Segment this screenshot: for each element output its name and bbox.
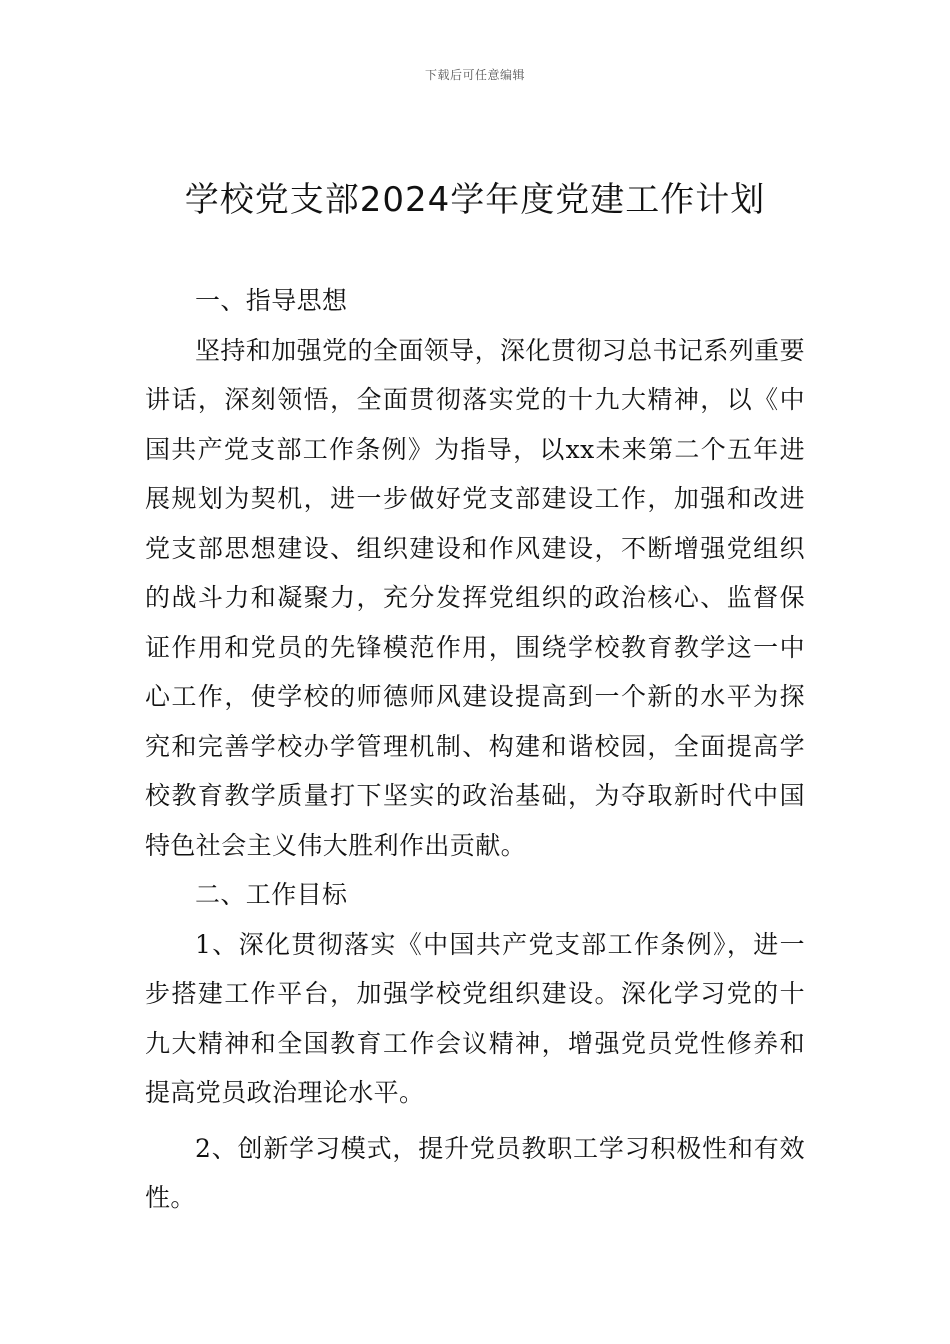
document-body <box>145 276 805 1223</box>
paragraph-guiding-ideology: 坚持和加强党的全面领导，深化贯彻习总书记系列重要讲话，深刻领悟，全面贯彻落实党的十九大精神，以《中国共产党支部工作条例》为指导，以xx未来第二个五年进展规划为契机，进一步做好党支部建设工作，加强和改进党支部思想建设、组织建设和作风建设，不断增强党组织的战斗力和凝聚力，充分发挥党组织的政治核心、监督保证作用和党员的先锋模范作用，围绕学校教育教学这一中心工作，使学校的师德师风建设提高到一个新的水平为探究和完善学校办学管理机制、构建和谐校园，全面提高学校教育教学质量打下坚实的政治基础，为夺取新时代中国特色社会主义伟大胜利作出贡献。 <box>145 335 805 860</box>
header-note: 下载后可任意编辑 <box>424 68 525 82</box>
paragraph-goal-1: 1、深化贯彻落实《中国共产党支部工作条例》，进一步搭建工作平台，加强学校党组织建设。深化学习党的十九大精神和全国教育工作会议精神，增强党员党性修养和提高党员政治理论水平。 <box>145 929 805 1107</box>
section-heading-guiding-ideology: 一、指导思想 <box>195 286 348 315</box>
paragraph-goal-2: 2、创新学习模式，提升党员教职工学习积极性和有效性。 <box>145 1133 805 1212</box>
document-title: 学校党支部2024学年度党建工作计划 <box>184 180 766 220</box>
section-heading-work-goals: 二、工作目标 <box>195 880 348 909</box>
